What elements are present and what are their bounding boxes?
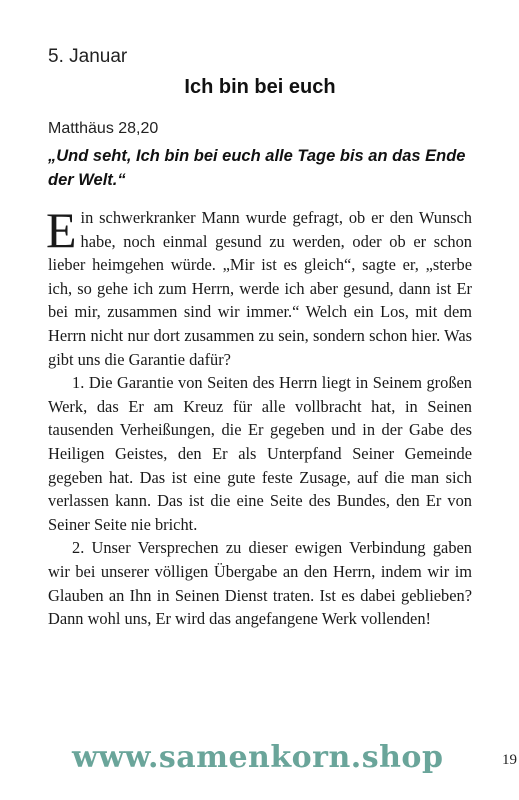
- scripture-reference: Matthäus 28,20: [48, 120, 159, 137]
- entry-title: Ich bin bei euch: [184, 76, 336, 98]
- entry-date: 5. Januar: [48, 46, 128, 67]
- scripture-quote: „Und seht, Ich bin bei euch alle Tage bis an das Ende der Welt.“: [48, 147, 466, 189]
- watermark-url: www.samenkorn.shop: [72, 740, 444, 775]
- page-number: 19: [502, 752, 517, 768]
- paragraph-1-text: in schwerkranker Mann wurde gefragt, ob er den Wunsch habe, noch einmal gesund zu werden, oder ob er schon lieber heimgehen würde. „Mir ist es gleich“, sagte er, „sterbe ich, so gehe ich zum Herrn, werde ich aber gesund, dann ist Er bei mir, zusammen sind wir immer.“ Welch ein Los, mit dem Herrn nicht nur dort zusammen zu sein, sondern schon hier. Was gibt uns die Garantie dafür?: [48, 208, 472, 369]
- paragraph-3: 2. Unser Versprechen zu dieser ewigen Verbindung gaben wir bei unserer völligen Übergabe an den Herrn, indem wir im Glauben an Ihn in Seinen Dienst traten. Ist es dabei geblieben? Dann wohl uns, Er wird das angefangene Werk vollenden!: [48, 538, 472, 629]
- drop-cap: E: [46, 202, 77, 258]
- paragraph-1: [46, 202, 472, 371]
- devotional-body: [46, 202, 472, 631]
- book-page: [46, 0, 517, 800]
- paragraph-2: 1. Die Garantie von Seiten des Herrn liegt in Seinem großen Werk, das Er am Kreuz für alle vollbracht hat, in Seinen tausenden Verheißungen, die Er gegeben und in der Gabe des Heiligen Geistes, den Er als Unterpfand Seiner Gemeinde gegeben hat. Das ist eine gute feste Zusage, auf die man sich verlassen kann. Das ist die eine Seite des Bundes, den Er von Seiner Seite nie bricht.: [48, 373, 472, 534]
